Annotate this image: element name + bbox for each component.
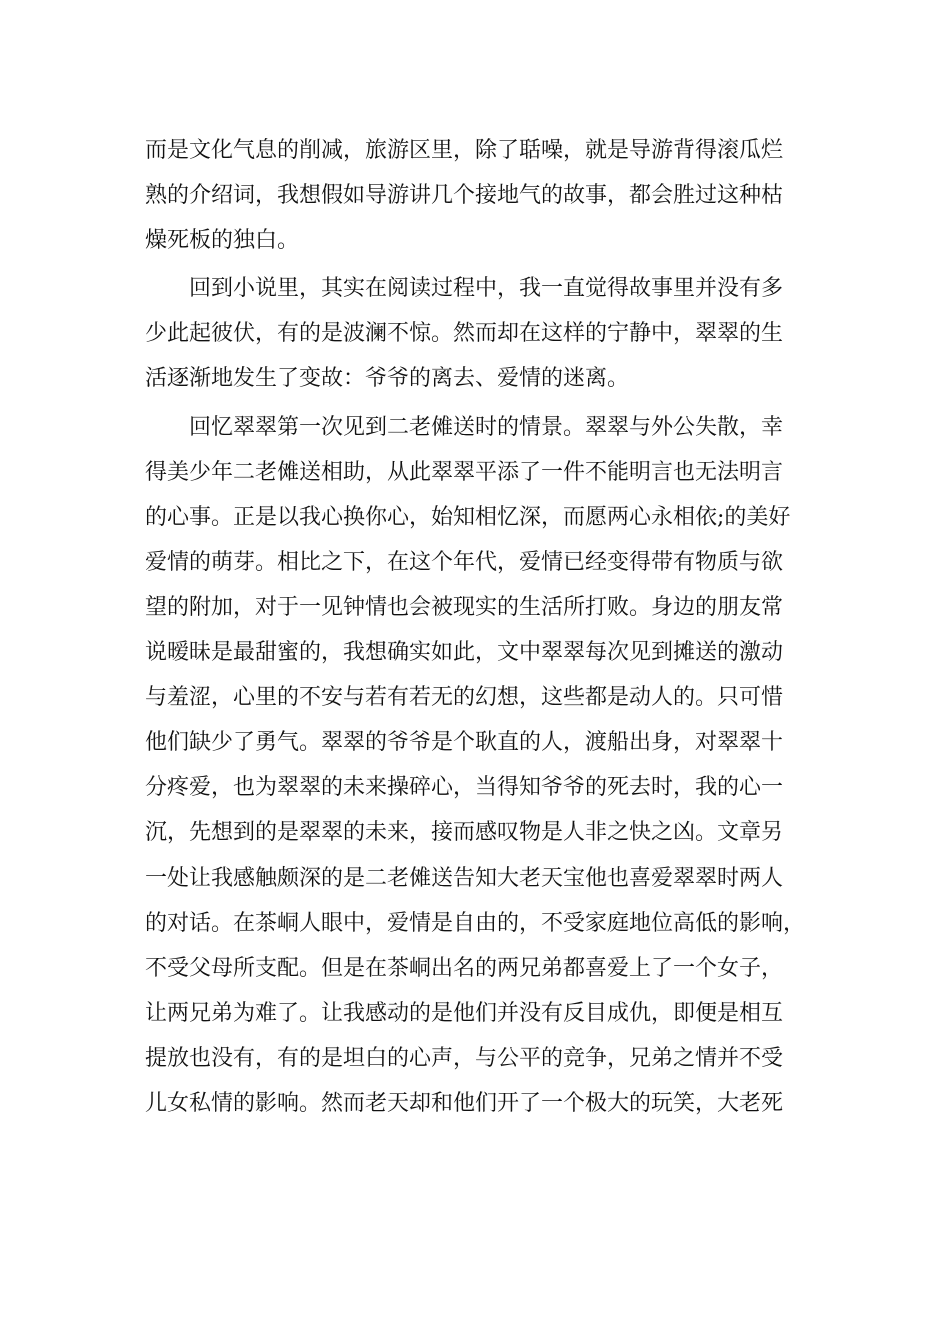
text-line: 说暧昧是最甜蜜的，我想确实如此，文中翠翠每次见到摊送的激动 [145,640,784,666]
text-line: 沉，先想到的是翠翠的未来，接而感叹物是人非之快之凶。文章另 [145,820,784,846]
text-line: 少此起彼伏，有的是波澜不惊。然而却在这样的宁静中，翠翠的生 [145,321,784,347]
text-line: 望的附加，对于一见钟情也会被现实的生活所打败。身边的朋友常 [145,594,784,620]
paragraph [145,128,825,263]
text-line: 回到小说里，其实在阅读过程中，我一直觉得故事里并没有多 [189,276,784,302]
text-line: 得美少年二老傩送相助，从此翠翠平添了一件不能明言也无法明言 [145,459,784,485]
text-line: 不受父母所支配。但是在茶峒出名的两兄弟都喜爱上了一个女子， [145,955,784,981]
text-line: 燥死板的独白。 [145,228,300,254]
text-line: 活逐渐地发生了变故：爷爷的离去、爱情的迷离。 [145,366,630,392]
text-line: 的心事。正是以我心换你心，始知相忆深，而愿两心永相依;的美好 [145,504,791,530]
paragraph [145,266,825,401]
text-line: 而是文化气息的削减，旅游区里，除了聒噪，就是导游背得滚瓜烂 [145,138,784,163]
text-line: 爱情的萌芽。相比之下，在这个年代，爱情已经变得带有物质与欲 [145,549,784,575]
text-line: 让两兄弟为难了。让我感动的是他们并没有反目成仇，即便是相互 [145,1000,784,1026]
text-line: 儿女私情的影响。然而老天却和他们开了一个极大的玩笑，大老死 [145,1090,784,1116]
text-line: 一处让我感触颇深的是二老傩送告知大老天宝他也喜爱翠翠时两人 [145,865,784,891]
text-line: 的对话。在茶峒人眼中，爱情是自由的，不受家庭地位高低的影响， [145,910,806,936]
text-line: 熟的介绍词，我想假如导游讲几个接地气的故事，都会胜过这种枯 [145,183,784,209]
text-line: 提放也没有，有的是坦白的心声，与公平的竞争，兄弟之情并不受 [145,1045,784,1071]
text-line: 他们缺少了勇气。翠翠的爷爷是个耿直的人，渡船出身，对翠翠十 [145,730,784,756]
document-body [145,128,825,1126]
text-line: 回忆翠翠第一次见到二老傩送时的情景。翠翠与外公失散，幸 [189,414,784,440]
paragraph [145,405,825,1127]
text-line: 分疼爱，也为翠翠的未来操碎心，当得知爷爷的死去时，我的心一 [145,775,784,801]
text-line: 与羞涩，心里的不安与若有若无的幻想，这些都是动人的。只可惜 [145,685,784,711]
